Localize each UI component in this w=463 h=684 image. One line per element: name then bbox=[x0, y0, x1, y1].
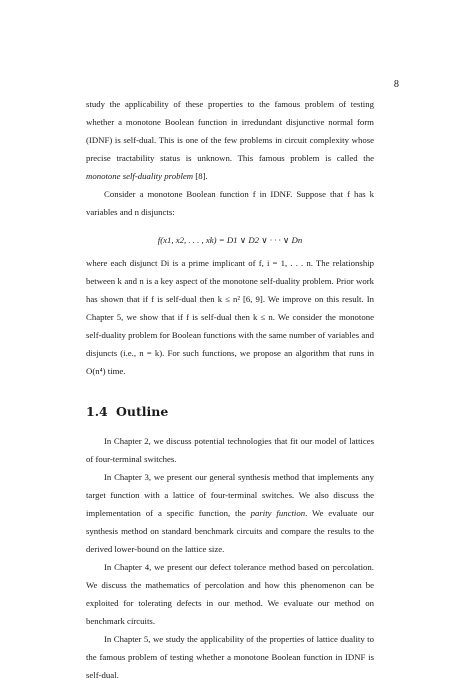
section-heading bbox=[86, 404, 374, 420]
monotone-self-duality-term: monotone self-duality problem bbox=[86, 171, 194, 181]
page-body bbox=[86, 95, 374, 684]
page-number: 8 bbox=[393, 79, 399, 90]
outline-paragraph-chapter-5: In Chapter 5, we study the applicability of the properties of lattice duality to the famous problem of testing whether a monotone Boolean function in IDNF is self-dual. bbox=[86, 634, 374, 680]
intro-paragraph-3: where each disjunct Di is a prime implicant of f, i = 1, . . . n. The relationship between k and n is a key aspect of the monotone self-duality problem. Prior work has shown that if f is self-dual then k ≤ n² [6, 9]. We improve on this result. In Chapter 5, we show that if f is self-dual then k ≤ n. We consider the monotone self-duality problem for Boolean functions with the same number of variables and disjuncts (i.e., n = k). For such functions, we propose an algorithm that runs in O(n⁴) time. bbox=[86, 258, 374, 376]
parity-function-term: parity function bbox=[250, 508, 306, 518]
boolean-function-equation: f(x1, x2, . . . , xk) = D1 ∨ D2 ∨ · · · ∨ Dn bbox=[157, 235, 303, 245]
intro-paragraph-2: Consider a monotone Boolean function f in IDNF. Suppose that f has k variables and n disjuncts: bbox=[86, 189, 374, 217]
intro-paragraph-1-text: study the applicability of these properties to the famous problem of testing whether a monotone Boolean function in irredundant disjunctive normal form (IDNF) is self-dual. This is one of the few problems in circuit complexity whose precise tractability status is unknown. This famous problem is called the bbox=[86, 99, 374, 163]
outline-chapter-3-text-end: . We evaluate our synthesis method on standard benchmark circuits and compare the results to the derived lower-bound on the lattice size. bbox=[86, 508, 374, 554]
intro-paragraph-1-citation: [8]. bbox=[193, 171, 208, 181]
section-number: 1.4 bbox=[86, 404, 108, 419]
section-title: Outline bbox=[116, 404, 169, 419]
outline-paragraph-chapter-2: In Chapter 2, we discuss potential technologies that fit our model of lattices of four-terminal switches. bbox=[86, 436, 374, 464]
outline-paragraph-chapter-3 bbox=[86, 468, 374, 558]
outline-chapter-3-text: In Chapter 3, we present our general synthesis method that implements any target function with a lattice of four-terminal switches. We also discuss the implementation of a specific function, the bbox=[86, 472, 374, 518]
intro-paragraph-1 bbox=[86, 95, 374, 185]
outline-paragraph-chapter-4: In Chapter 4, we present our defect tolerance method based on percolation. We discuss the mathematics of percolation and how this phenomenon can be exploited for tolerating defects in our method. We evaluate our method on benchmark circuits. bbox=[86, 562, 374, 626]
